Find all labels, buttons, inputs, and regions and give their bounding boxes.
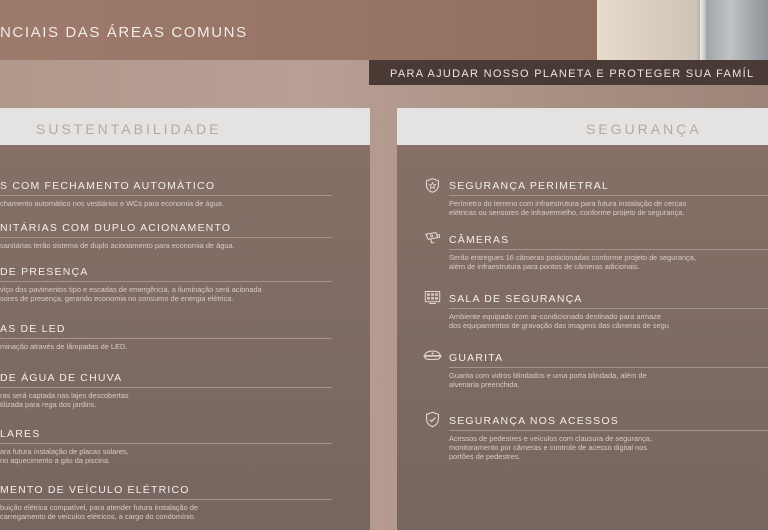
item-divider [0,195,332,196]
item-divider [0,237,332,238]
item-title: GUARITA [449,352,504,364]
camera-icon [424,230,441,247]
item-description: Serão entregues 16 câmeras posicionadas conforme projeto de segurança, além de infraestrutura para pontos de câmeras adicionais. [449,253,696,271]
item-description: chamento automático nos vestiários e WCs para economia de água. [0,199,224,208]
item-title: SEGURANÇA NOS ACESSOS [449,415,619,427]
item-divider [449,195,768,196]
item-title: S COM FECHAMENTO AUTOMÁTICO [0,180,216,192]
item-title: SEGURANÇA PERIMETRAL [449,180,609,192]
seguranca-title: SEGURANÇA [586,121,702,137]
item-description: buição elétrica compatível, para atender futura instalação de carregamento de veículos elétricos, a cargo do condomínio. [0,503,199,521]
item-title: DE ÁGUA DE CHUVA [0,372,123,384]
sustentabilidade-panel [0,108,370,530]
item-description: viço dos pavimentos tipo e escadas de emergência, a iluminação será acionada sores de presença, gerando economia no consumo de energia elétrica. [0,285,262,303]
page-title: NCIAIS DAS ÁREAS COMUNS [0,24,248,41]
item-title: NITÁRIAS COM DUPLO ACIONAMENTO [0,222,232,234]
item-divider [449,430,768,431]
item-divider [0,338,332,339]
seguranca-header [397,108,768,145]
monitor-grid-icon [424,289,441,306]
item-title: SALA DE SEGURANÇA [449,293,583,305]
item-divider [0,281,332,282]
item-title: LARES [0,428,41,440]
header-photo-seam [700,0,706,60]
sustentabilidade-title: SUSTENTABILIDADE [36,121,222,137]
item-description: ras será captada nas lajes descobertas tilizada para rega dos jardins. [0,391,129,409]
item-divider [0,443,332,444]
seguranca-panel [397,108,768,530]
item-description: Perímetro do terreno com infraestrutura para futura instalação de cercas elétricas ou sensores de infravermelho, conforme projeto de segurança. [449,199,687,217]
item-divider [0,499,332,500]
shield-star-icon [424,177,441,194]
page-subtitle: PARA AJUDAR NOSSO PLANETA E PROTEGER SUA FAMÍL [390,68,755,80]
item-title: MENTO DE VEÍCULO ELÉTRICO [0,484,190,496]
guard-cap-icon [422,348,443,365]
item-title: AS DE LED [0,323,66,335]
item-divider [449,367,768,368]
item-description: ara futura instalação de placas solares, no aquecimento a gás da piscina. [0,447,129,465]
item-description: Acessos de pedestres e veículos com clausura de segurança, monitoramento por câmeras e controle de acesso digital nos portões de pedestres. [449,434,652,461]
item-title: DE PRESENÇA [0,266,89,278]
item-divider [449,308,768,309]
header-photo [597,0,768,60]
item-description: minação através de lâmpadas de LED. [0,342,128,351]
item-title: CÂMERAS [449,234,510,246]
sustentabilidade-header [0,108,370,145]
item-description: sanitárias terão sistema de duplo acionamento para economia de água. [0,241,235,250]
item-divider [449,249,768,250]
item-divider [0,387,332,388]
shield-check-icon [424,411,441,428]
item-description: Ambiente equipado com ar-condicionado destinado para armaze dos equipamentos de gravação das imagens das câmeras de segu [449,312,669,330]
item-description: Guarita com vidros blindados e uma porta blindada, além de alvenaria preenchida. [449,371,647,389]
